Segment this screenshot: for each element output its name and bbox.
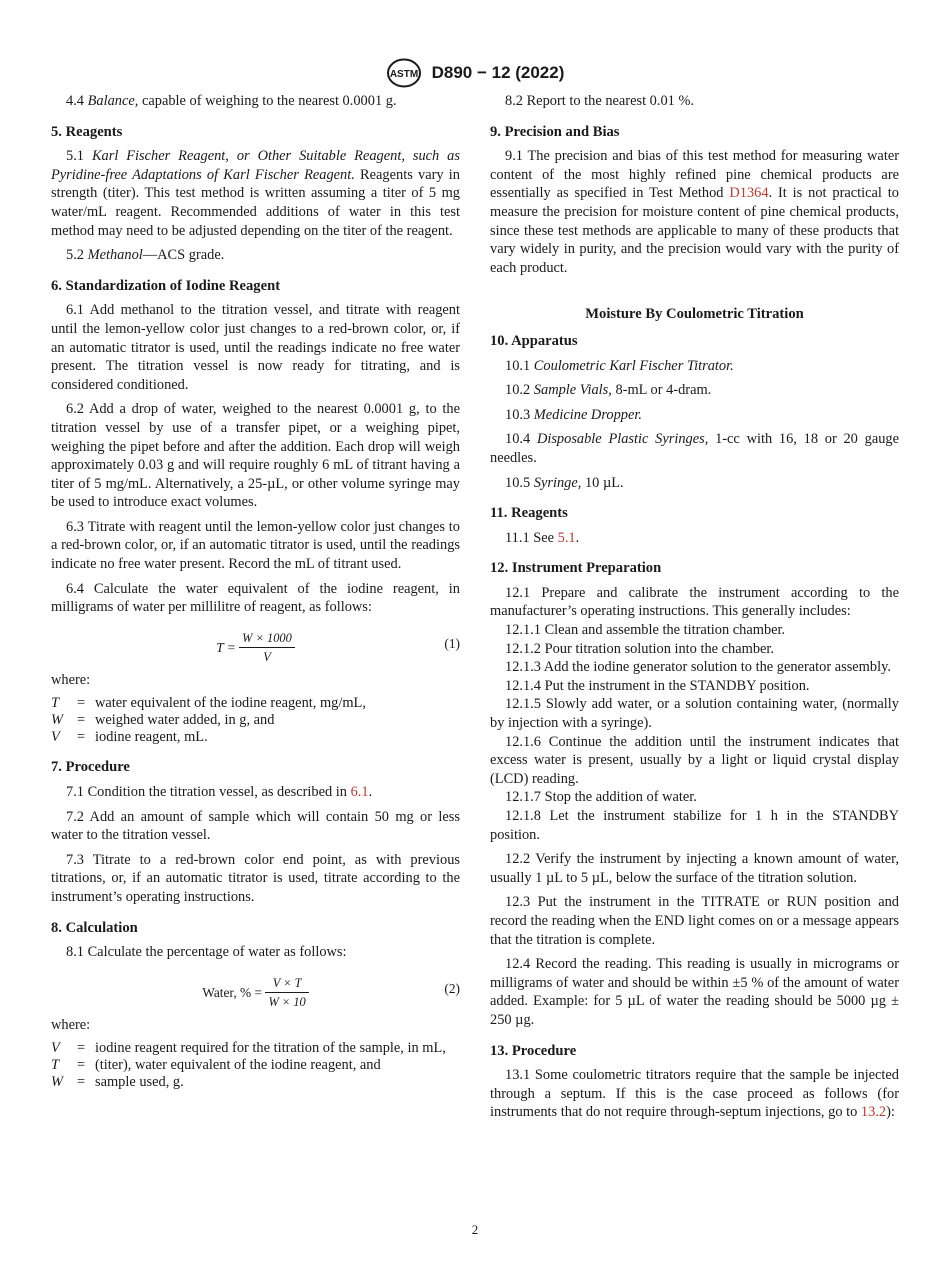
- where-label-2: where:: [51, 1016, 91, 1033]
- equation-1-denominator: V: [263, 650, 271, 665]
- where-2-row: W = sample used, g.: [51, 1074, 184, 1091]
- section-8-1: 8.1 Calculate the percentage of water as follows:: [66, 944, 347, 961]
- section-6-2: 6.2 Add a drop of water, weighed to the nearest 0.0001 g, to the titration vessel by use of a transfer pipet, or a weighing pipet, weighing the pipet before and after the addition. Each drop will weigh approximately 0.03 g and will require roughly 6 mL of titrant having a titer of 5 mg/mL. Alternatively, a 25-µL, or other volume syringe may be used to introduce exact volumes.: [51, 401, 460, 511]
- section-10-4: 10.4 Disposable Plastic Syringes, 1-cc with 16, 18 or 20 gauge needles.: [490, 431, 899, 466]
- page-header: [0, 58, 950, 88]
- section-13-1: 13.1 Some coulometric titrators require that the sample be injected through a septum. If this is the case proceed as follows (for instruments that do not require through-septum injections, go to 13.2):: [490, 1067, 899, 1121]
- equation-2: [51, 968, 460, 1008]
- section-8-2: 8.2 Report to the nearest 0.01 %.: [505, 93, 695, 109]
- astm-logo-text: ASTM: [389, 69, 418, 80]
- link-d1364[interactable]: D1364: [729, 185, 769, 202]
- section-10-3: 10.3 Medicine Dropper.: [505, 406, 642, 423]
- section-12-1-3: 12.1.3 Add the iodine generator solution to the generator assembly.: [505, 659, 891, 676]
- section-5-heading: 5. Reagents: [51, 123, 123, 140]
- section-5-2: 5.2 Methanol—ACS grade.: [66, 247, 225, 264]
- page-number: 2: [471, 1222, 479, 1237]
- where-1-row: V = iodine reagent, mL.: [51, 729, 208, 746]
- where-1-row: W = weighed water added, in g, and: [51, 712, 275, 729]
- section-11-heading: 11. Reagents: [490, 505, 568, 522]
- section-12-2: 12.2 Verify the instrument by injecting a known amount of water, usually 1 µL to 5 µL, below the surface of the titration solution.: [490, 851, 899, 886]
- section-12-1-6: 12.1.6 Continue the addition until the instrument indicates that excess water is present, usually by a light or liquid crystal display (LCD) reading.: [490, 733, 899, 787]
- equation-2-denominator: W × 10: [268, 995, 306, 1010]
- where-2-row: V = iodine reagent required for the titration of the sample, in mL,: [51, 1040, 446, 1057]
- equation-1-lhs: T =: [216, 639, 236, 655]
- section-13-heading: 13. Procedure: [490, 1042, 577, 1059]
- section-12-heading: 12. Instrument Preparation: [490, 560, 662, 577]
- section-4-4: 4.4 Balance, capable of weighing to the nearest 0.0001 g.: [66, 93, 397, 109]
- section-8-heading: 8. Calculation: [51, 919, 138, 936]
- section-6-1: 6.1 Add methanol to the titration vessel, and titrate with reagent until the lemon-yellow color just changes to a red-brown color, or, if an automatic titrator is used, until the readings indicate no free water present. The titration vessel is now ready for titrating, and is considered conditioned.: [51, 302, 460, 393]
- astm-logo-icon: [386, 58, 422, 88]
- section-12-1-4: 12.1.4 Put the instrument in the STANDBY position.: [505, 677, 810, 694]
- document-designation: D890 − 12 (2022): [431, 63, 565, 82]
- link-6-1[interactable]: 6.1: [350, 784, 369, 801]
- section-7-2: 7.2 Add an amount of sample which will contain 50 mg or less water to the titration vessel.: [51, 808, 460, 844]
- equation-2-lhs: Water, % =: [202, 984, 263, 1000]
- section-6-heading: 6. Standardization of Iodine Reagent: [51, 277, 281, 294]
- section-6-3: 6.3 Titrate with reagent until the lemon-yellow color just changes to a red-brown color, or, if an automatic titrator is used, until the readings indicate no free water present. Record the mL of titrant used.: [51, 518, 460, 573]
- where-list-2: [51, 1040, 446, 1091]
- section-9-1: 9.1 The precision and bias of this test method for measuring water content of the most highly refined pine chemical products are essentially as specified in Test Method D1364. It is not practical to measure the precision for moisture content of pine chemical products, since these test methods are applicable to many of these products that vary widely in purity, and the precision would vary with the purity of each product.: [490, 148, 899, 276]
- section-7-heading: 7. Procedure: [51, 759, 130, 776]
- section-10-5: 10.5 Syringe, 10 µL.: [505, 474, 624, 491]
- where-list-1: [51, 695, 366, 746]
- section-12-1: 12.1 Prepare and calibrate the instrument according to the manufacturer’s operating instructions. This generally includes:: [490, 584, 899, 620]
- link-13-2[interactable]: 13.2: [860, 1104, 887, 1121]
- right-column: [490, 92, 899, 1128]
- where-2-row: T = (titer), water equivalent of the iodine reagent, and: [51, 1057, 381, 1074]
- equation-2-numerator: V × T: [265, 974, 308, 994]
- section-10-1: 10.1 Coulometric Karl Fischer Titrator.: [505, 357, 734, 374]
- section-12-1-2: 12.1.2 Pour titration solution into the chamber.: [505, 640, 774, 657]
- section-6-4: 6.4 Calculate the water equivalent of the iodine reagent, in milligrams of water per millilitre of reagent, as follows:: [51, 580, 460, 616]
- section-9-heading: 9. Precision and Bias: [490, 123, 620, 140]
- section-7-3: 7.3 Titrate to a red-brown color end point, as with previous titrations, or, if an automatic titrator is used, titrate according to the instrument’s operating instructions.: [51, 851, 460, 905]
- equation-2-number: (2): [444, 980, 460, 996]
- section-7-1: 7.1 Condition the titration vessel, as described in 6.1.: [66, 784, 373, 801]
- equation-2-fraction: [265, 974, 308, 1012]
- left-column: [51, 92, 460, 1097]
- equation-1-fraction: [239, 629, 295, 667]
- equation-1-number: (1): [444, 635, 460, 651]
- section-12-1-1: 12.1.1 Clean and assemble the titration chamber.: [505, 622, 786, 639]
- section-10-heading: 10. Apparatus: [490, 332, 578, 349]
- link-5-1[interactable]: 5.1: [557, 529, 576, 546]
- where-label-1: where:: [51, 671, 91, 688]
- section-12-1-8: 12.1.8 Let the instrument stabilize for 1 h in the STANDBY position.: [490, 808, 899, 843]
- section-11-1: 11.1 See 5.1.: [505, 529, 580, 546]
- equation-1: [51, 623, 460, 663]
- section-12-3: 12.3 Put the instrument in the TITRATE or RUN position and record the reading when the END light comes on or a message appears that the titration is complete.: [490, 894, 899, 948]
- section-12-4: 12.4 Record the reading. This reading is usually in micrograms or milligrams of water and should be within ±5 % of the amount of water added. Example: for 5 µL of water the reading should be 5000 µg ± 250 µg.: [490, 956, 899, 1028]
- equation-1-numerator: W × 1000: [239, 629, 295, 649]
- section-10-2: 10.2 Sample Vials, 8-mL or 4-dram.: [505, 382, 712, 399]
- section-5-1: 5.1 Karl Fischer Reagent, or Other Suitable Reagent, such as Pyridine-free Adaptations of Karl Fischer Reagent. Reagents vary in strength (titer). This test method is written assuming a titer of 5 mg water/mL reagent. Recommended additions of water in this test method may need to be adjusted depending on the titer of the reagent.: [51, 148, 460, 239]
- section-12-1-5: 12.1.5 Slowly add water, or a solution containing water, (normally by injection with a syringe).: [490, 696, 899, 732]
- section-12-1-7: 12.1.7 Stop the addition of water.: [505, 789, 697, 806]
- moisture-coulometric-heading: Moisture By Coulometric Titration: [585, 306, 804, 323]
- where-1-row: T = water equivalent of the iodine reagent, mg/mL,: [51, 695, 366, 712]
